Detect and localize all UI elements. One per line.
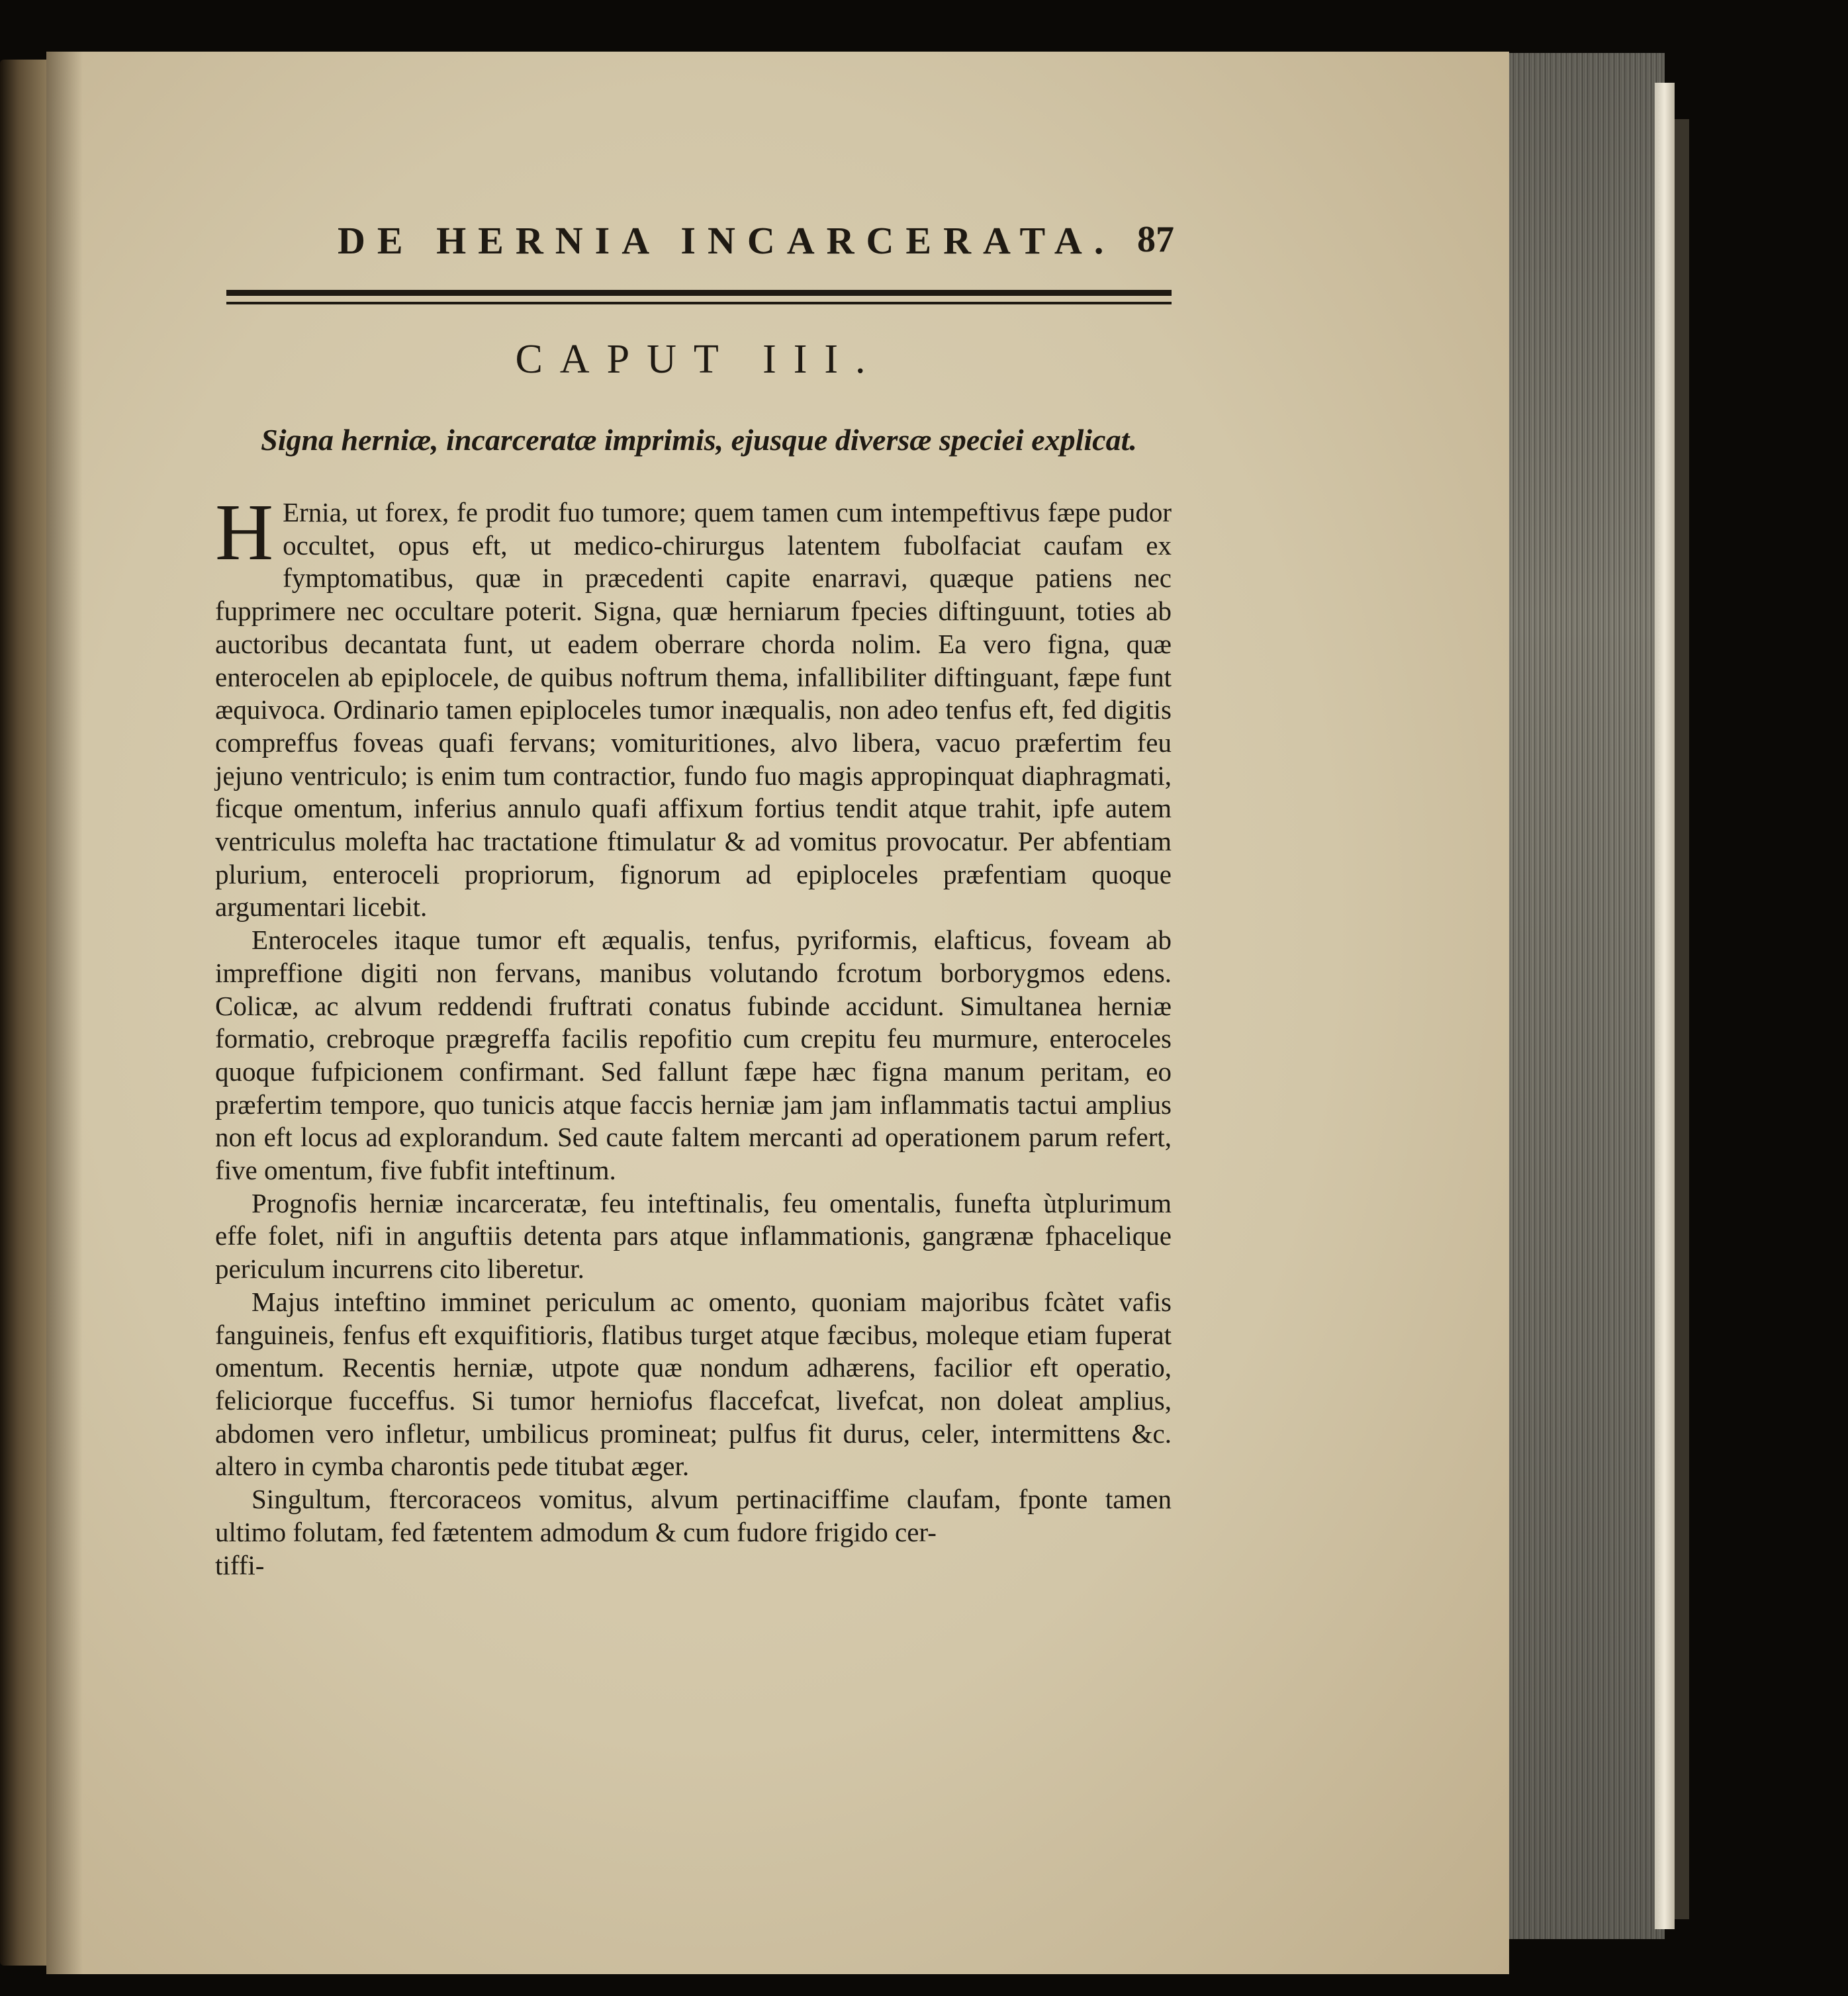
running-head: DE HERNIA INCARCERATA. bbox=[338, 219, 1116, 262]
book-fore-edge bbox=[1499, 53, 1665, 1939]
page-gutter-shadow bbox=[46, 52, 83, 1974]
page-number: 87 bbox=[1137, 219, 1174, 260]
catchword: tiffi- bbox=[215, 1549, 265, 1580]
header-rule-thin bbox=[226, 302, 1172, 304]
paragraph-1-text: Ernia, ut forex, fe prodit fuo tumore; quem tamen cum intempeftivus fæpe pudor occultet, opus eft, ut medico-chirurgus latentem fubolfaciat caufam ex fymptomatibus, quæ in præcedenti capite enarravi, quæque patiens nec fupprimere nec occultare poterit. Signa, quæ herniarum fpecies diftinguunt, toties ab auctoribus decantata funt, ut eadem oberrare chorda nolim. Ea vero figna, quæ enterocelen ab epiplocele, de quibus noftrum thema, infallibiliter diftinguant, fæpe funt æquivoca. Ordinario tamen epiploceles tumor inæqualis, non adeo tenfus eft, fed digitis compreffus foveas quafi fervans; vomituritiones, alvo libera, vacuo præfertim feu jejuno ventriculo; is enim tum contractior, fundo fuo magis appropinquat diaphragmati, ficque omentum, inferius annulo quafi affixum fortius tendit atque trahit, ipfe autem ventriculus molefta hac tractatione ftimulatur & ad vomitus provocatur. Per abfentiam plurium, enteroceli propriorum, fignorum ad epiploceles præfentiam quoque argumentari licebit. bbox=[215, 497, 1172, 923]
paragraph-1 bbox=[215, 488, 1172, 924]
paragraph-3: Prognofis herniæ incarceratæ, feu inteftinalis, feu omentalis, funefta ùtplurimum effe folet, nifi in anguftiis detenta pars atque inflammationis, gangrænæ fphacelique periculum incurrens cito liberetur. bbox=[215, 1187, 1172, 1285]
book-page bbox=[46, 52, 1509, 1974]
paragraph-4: Majus inteftino imminet periculum ac omento, quoniam majoribus fcàtet vafis fanguineis, fenfus eft exquifitioris, flatibus turget atque fæcibus, moleque etiam fuperat omentum. Recentis herniæ, utpote quæ nondum adhærens, facilior eft operatio, feliciorque fucceffus. Si tumor herniofus flaccefcat, livefcat, non doleat amplius, abdomen vero infletur, umbilicus promineat; pulfus fit durus, celer, intermittens &c. altero in cymba charontis pede titubat æger. bbox=[215, 1286, 1172, 1482]
left-page-edge bbox=[0, 60, 46, 1966]
chapter-title: CAPUT III. bbox=[515, 337, 883, 382]
chapter-subtitle: Signa herniæ, incarceratæ imprimis, ejusque diversæ speciei explicat. bbox=[261, 423, 1137, 457]
cover-back bbox=[1675, 119, 1689, 1919]
paragraph-2: Enteroceles itaque tumor eft æqualis, tenfus, pyriformis, elafticus, foveam ab impreffione digiti non fervans, manibus volutando fcrotum borborygmos edens. Colicæ, ac alvum reddendi fruftrati conatus fubinde accidunt. Simultanea herniæ formatio, crebroque prægreffa facilis repofitio cum crepitu feu murmure, enteroceles quoque fufpicionem confirmant. Sed fallunt fæpe hæc figna manum peritam, eo præfertim tempore, quo tunicis atque faccis herniæ jam jam inflammatis tactui amplius non eft locus ad explorandum. Sed caute faltem mercanti ad operationem parum refert, five omentum, five fubfit inteftinum. bbox=[215, 925, 1172, 1186]
paragraph-5: Singultum, ftercoraceos vomitus, alvum pertinaciffime claufam, fponte tamen ultimo folutam, fed fætentem admodum & cum fudore frigido cer- bbox=[215, 1484, 1172, 1547]
header-rule-thick bbox=[226, 290, 1172, 296]
body-text bbox=[215, 488, 1172, 1582]
cover-edge bbox=[1655, 83, 1675, 1929]
drop-cap: H bbox=[215, 488, 274, 577]
